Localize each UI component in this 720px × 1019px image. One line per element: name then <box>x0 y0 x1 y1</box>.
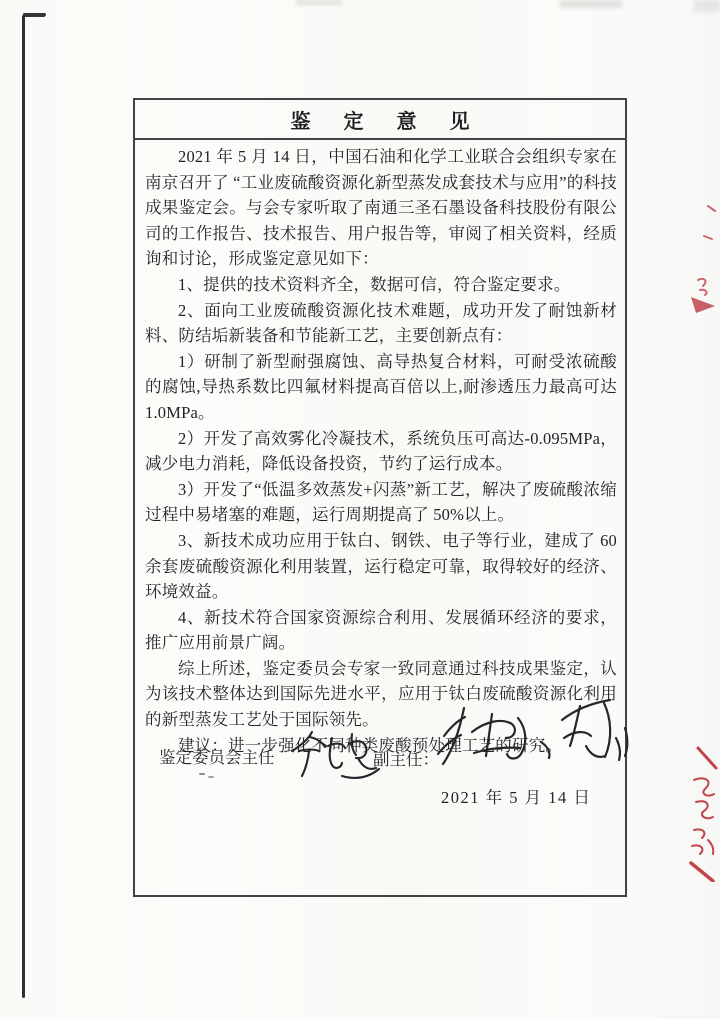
body-paragraph: 建议：进一步强化不同种类废酸预处理工艺的研究。 <box>178 735 563 755</box>
body-paragraph: 综上所述，鉴定委员会专家一致同意通过科技成果鉴定，认为该技术整体达到国际先进水平，应用于钛白废硫酸资源化利用的新型蒸发工艺处于国际领先。 <box>145 658 617 730</box>
body-paragraph: 4、新技术符合国家资源综合利用、发展循环经济的要求，推广应用前景广阔。 <box>145 607 617 653</box>
body-paragraph: 3）开发了“低温多效蒸发+闪蒸”新工艺，解决了废硫酸浓缩过程中易堵塞的难题，运行周期提高了 50%以上。 <box>145 479 617 525</box>
body-paragraph: 2021 年 5 月 14 日，中国石油和化学工业联合会组织专家在南京召开了 “工业废硫酸资源化新型蒸发成套技术与应用”的科技成果鉴定会。与会专家听取了南通三圣石墨设备科技股份有限公司的工作报告、技术报告、用户报告等，审阅了相关资料，经质询和讨论，形成鉴定意见如下： <box>145 147 617 269</box>
deputy-label: 副主任： <box>373 750 439 769</box>
document-date: 2021 年 5 月 14 日 <box>441 788 592 807</box>
chair-label: 鉴定委员会主任 <box>159 748 275 767</box>
body-paragraph: 1、提供的技术资料齐全，数据可信，符合鉴定要求。 <box>178 274 571 294</box>
page-title: 鉴 定 意 见 <box>290 110 484 133</box>
page-edge-line <box>22 15 25 998</box>
scan-smudge <box>296 0 342 5</box>
body-paragraph: 2）开发了高效雾化冷凝技术，系统负压可高达-0.095MPa，减少电力消耗，降低设备投资，节约了运行成本。 <box>145 428 617 474</box>
red-margin-note-icon <box>686 742 720 882</box>
chair-signature-handwriting <box>284 718 384 786</box>
document-body <box>135 140 625 758</box>
red-margin-marks-icon <box>688 196 718 316</box>
title-row <box>135 100 625 140</box>
body-paragraph: 1）研制了新型耐强腐蚀、高导热复合材料，可耐受浓硫酸的腐蚀,导热系数比四氟材料提高百倍以上,耐渗透压力最高可达 1.0MPa。 <box>145 351 617 422</box>
scan-smudge <box>694 0 720 12</box>
deputy-signatures-handwriting <box>428 690 638 782</box>
body-paragraph: 2、面向工业废硫酸资源化技术难题，成功开发了耐蚀新材料、防结垢新装备和节能新工艺，主要创新点有： <box>145 300 617 346</box>
scan-smudge <box>560 0 622 8</box>
page-edge-hook <box>23 13 46 17</box>
body-paragraph: 3、新技术成功应用于钛白、钢铁、电子等行业，建成了 60 余套废硫酸资源化利用装置，运行稳定可靠，取得较好的经济、环境效益。 <box>145 530 617 602</box>
